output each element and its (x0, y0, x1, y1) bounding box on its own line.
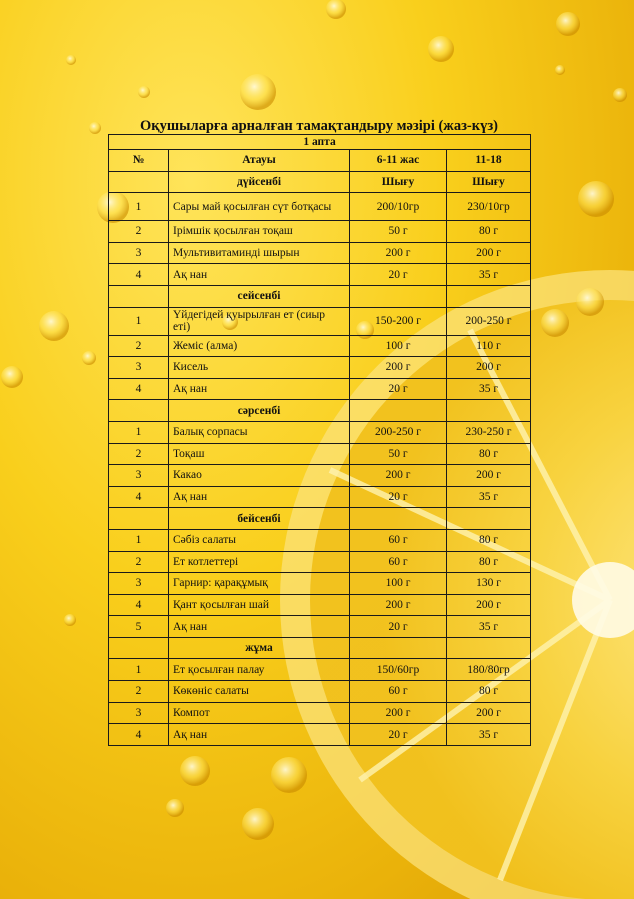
day-name: сәрсенбі (169, 400, 350, 422)
item-portion-6-11: 200 г (350, 702, 447, 724)
output-label-11-18 (447, 508, 531, 530)
item-portion-6-11: 100 г (350, 335, 447, 357)
menu-table (108, 134, 531, 746)
header-num: № (109, 150, 169, 172)
item-portion-11-18: 200-250 г (447, 307, 531, 335)
table-row (109, 594, 531, 616)
header-row (109, 150, 531, 172)
item-portion-11-18: 180/80гр (447, 659, 531, 681)
item-portion-11-18: 110 г (447, 335, 531, 357)
item-portion-11-18: 230-250 г (447, 421, 531, 443)
item-portion-11-18: 80 г (447, 443, 531, 465)
item-name: Тоқаш (169, 443, 350, 465)
table-row (109, 573, 531, 595)
item-portion-6-11: 100 г (350, 573, 447, 595)
item-number: 2 (109, 221, 169, 243)
table-row (109, 335, 531, 357)
item-number: 3 (109, 573, 169, 595)
item-name: Ет котлеттері (169, 551, 350, 573)
item-portion-11-18: 80 г (447, 529, 531, 551)
table-row (109, 465, 531, 487)
header-name: Атауы (169, 150, 350, 172)
item-name: Ірімшік қосылған тоқаш (169, 221, 350, 243)
item-portion-6-11: 200 г (350, 594, 447, 616)
item-portion-11-18: 35 г (447, 616, 531, 638)
day-name: жұма (169, 637, 350, 659)
table-row (109, 378, 531, 400)
table-row (109, 529, 531, 551)
table-row (109, 221, 531, 243)
item-name: Ақ нан (169, 486, 350, 508)
item-name: Қант қосылған шай (169, 594, 350, 616)
output-label-6-11 (350, 637, 447, 659)
item-number: 2 (109, 335, 169, 357)
item-name: Жеміс (алма) (169, 335, 350, 357)
item-portion-6-11: 60 г (350, 551, 447, 573)
item-portion-6-11: 50 г (350, 221, 447, 243)
item-number: 3 (109, 702, 169, 724)
item-name: Сәбіз салаты (169, 529, 350, 551)
table-row (109, 681, 531, 703)
item-name: Кисель (169, 357, 350, 379)
day-empty-cell (109, 508, 169, 530)
menu-document (108, 118, 530, 746)
header-age-6-11: 6-11 жас (350, 150, 447, 172)
header-age-11-18: 11-18 (447, 150, 531, 172)
table-row (109, 307, 531, 335)
output-label-6-11 (350, 285, 447, 307)
item-name: Ақ нан (169, 724, 350, 746)
day-empty-cell (109, 400, 169, 422)
output-label-11-18 (447, 285, 531, 307)
day-row (109, 400, 531, 422)
item-portion-6-11: 200-250 г (350, 421, 447, 443)
day-row (109, 637, 531, 659)
item-number: 3 (109, 242, 169, 264)
item-portion-11-18: 80 г (447, 551, 531, 573)
item-name: Ақ нан (169, 616, 350, 638)
day-empty-cell (109, 637, 169, 659)
day-row (109, 171, 531, 193)
item-name: Какао (169, 465, 350, 487)
item-number: 4 (109, 378, 169, 400)
table-row (109, 421, 531, 443)
item-portion-11-18: 200 г (447, 702, 531, 724)
table-row (109, 242, 531, 264)
item-portion-11-18: 200 г (447, 465, 531, 487)
item-name: Компот (169, 702, 350, 724)
item-portion-6-11: 200 г (350, 357, 447, 379)
item-number: 3 (109, 465, 169, 487)
table-row (109, 659, 531, 681)
item-name: Мультивитаминді шырын (169, 242, 350, 264)
output-label-6-11 (350, 400, 447, 422)
item-number: 4 (109, 486, 169, 508)
item-portion-6-11: 200/10гр (350, 193, 447, 221)
item-portion-6-11: 150-200 г (350, 307, 447, 335)
item-portion-11-18: 230/10гр (447, 193, 531, 221)
item-portion-6-11: 20 г (350, 616, 447, 638)
output-label-11-18 (447, 400, 531, 422)
item-name: Сары май қосылған сүт ботқасы (169, 193, 350, 221)
item-number: 2 (109, 681, 169, 703)
item-number: 1 (109, 307, 169, 335)
item-number: 4 (109, 264, 169, 286)
item-number: 4 (109, 594, 169, 616)
item-portion-6-11: 200 г (350, 242, 447, 264)
table-row (109, 193, 531, 221)
item-number: 5 (109, 616, 169, 638)
page-title: Оқушыларға арналған тамақтандыру мәзірі (жаз-күз) (140, 118, 498, 134)
item-portion-11-18: 200 г (447, 357, 531, 379)
table-row (109, 264, 531, 286)
item-portion-11-18: 35 г (447, 486, 531, 508)
table-row (109, 702, 531, 724)
item-portion-11-18: 80 г (447, 681, 531, 703)
week-row (109, 135, 531, 150)
item-number: 1 (109, 529, 169, 551)
day-name: бейсенбі (169, 508, 350, 530)
item-portion-6-11: 20 г (350, 486, 447, 508)
item-portion-6-11: 20 г (350, 264, 447, 286)
item-portion-11-18: 200 г (447, 242, 531, 264)
item-portion-11-18: 35 г (447, 264, 531, 286)
table-row (109, 724, 531, 746)
day-empty-cell (109, 171, 169, 193)
day-row (109, 508, 531, 530)
item-number: 2 (109, 443, 169, 465)
item-portion-11-18: 80 г (447, 221, 531, 243)
menu-table-body (109, 135, 531, 746)
week-label: 1 апта (109, 135, 531, 150)
item-portion-11-18: 200 г (447, 594, 531, 616)
table-row (109, 486, 531, 508)
item-portion-6-11: 50 г (350, 443, 447, 465)
table-row (109, 443, 531, 465)
item-portion-11-18: 130 г (447, 573, 531, 595)
day-row (109, 285, 531, 307)
item-number: 2 (109, 551, 169, 573)
item-name: Ақ нан (169, 264, 350, 286)
day-empty-cell (109, 285, 169, 307)
item-portion-6-11: 60 г (350, 529, 447, 551)
item-name: Үйдегідей қуырылған ет (сиыр еті) (169, 307, 350, 335)
item-number: 1 (109, 421, 169, 443)
item-name: Балық сорпасы (169, 421, 350, 443)
item-name: Ет қосылған палау (169, 659, 350, 681)
item-portion-6-11: 60 г (350, 681, 447, 703)
item-portion-6-11: 200 г (350, 465, 447, 487)
output-label-6-11 (350, 508, 447, 530)
output-label-11-18 (447, 637, 531, 659)
item-number: 3 (109, 357, 169, 379)
item-portion-6-11: 150/60гр (350, 659, 447, 681)
item-portion-11-18: 35 г (447, 724, 531, 746)
table-row (109, 357, 531, 379)
item-name: Көкөніс салаты (169, 681, 350, 703)
item-portion-11-18: 35 г (447, 378, 531, 400)
output-label-11-18: Шығу (447, 171, 531, 193)
item-name: Гарнир: қарақұмық (169, 573, 350, 595)
item-portion-6-11: 20 г (350, 378, 447, 400)
table-row (109, 616, 531, 638)
item-number: 4 (109, 724, 169, 746)
day-name: сейсенбі (169, 285, 350, 307)
day-name: дүйсенбі (169, 171, 350, 193)
item-name: Ақ нан (169, 378, 350, 400)
item-number: 1 (109, 659, 169, 681)
output-label-6-11: Шығу (350, 171, 447, 193)
table-row (109, 551, 531, 573)
item-number: 1 (109, 193, 169, 221)
item-portion-6-11: 20 г (350, 724, 447, 746)
